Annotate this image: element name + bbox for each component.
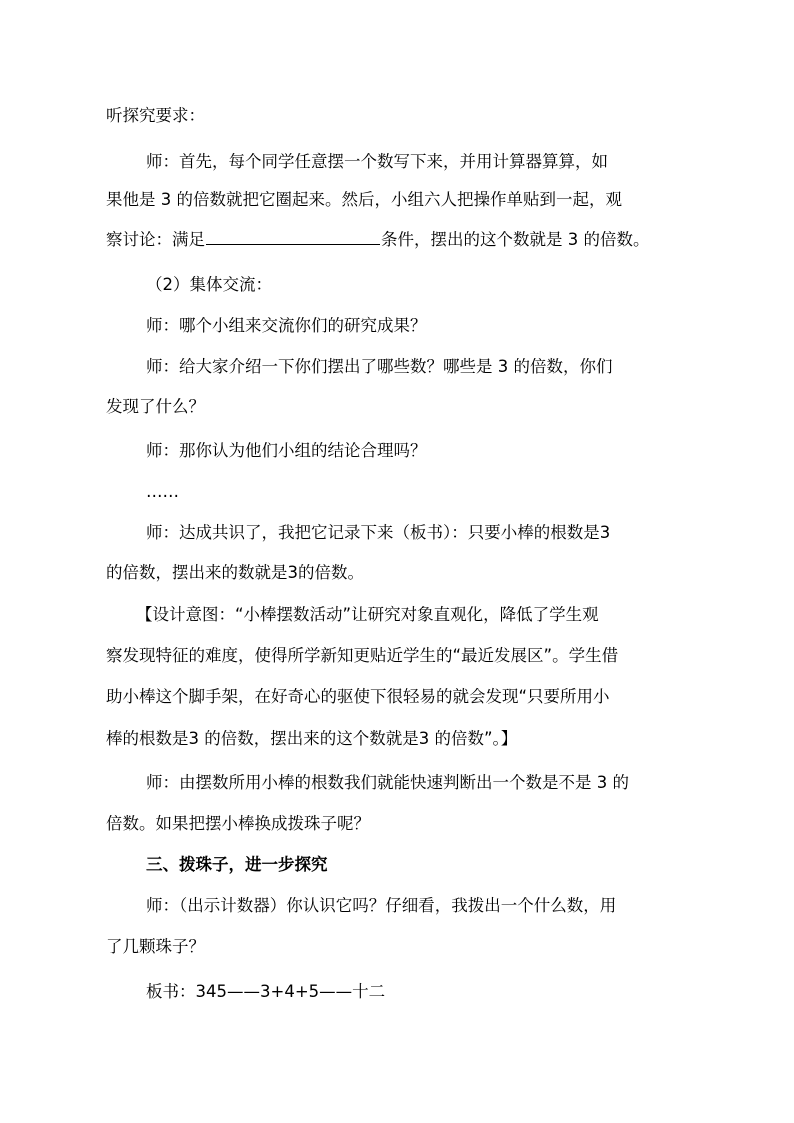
text-line: 师：由摆数所用小棒的根数我们就能快速判断出一个数是不是 3 的 [146,773,629,792]
text-line: 师：那你认为他们小组的结论合理吗？ [146,441,427,460]
fill-in-blank [206,228,380,245]
text-line: 察发现特征的难度，使得所学新知更贴近学生的“最近发展区”。学生借 [106,646,619,665]
text-segment: 察讨论：满足 [106,230,205,249]
text-line: 师：哪个小组来交流你们的研究成果？ [146,316,427,335]
text-line: 了几颗珠子？ [106,937,205,956]
text-line: 果他是 3 的倍数就把它圈起来。然后，小组六人把操作单贴到一起，观 [106,190,622,209]
text-line: 师：达成共识了，我把它记录下来（板书）：只要小棒的根数是3 [146,523,611,542]
text-segment: 条件，摆出的这个数就是 3 的倍数。 [381,230,650,249]
text-line: 发现了什么？ [106,397,205,416]
text-line: 棒的根数是3 的倍数，摆出来的这个数就是3 的倍数”。】 [106,729,518,748]
text-line: 的倍数，摆出来的数就是3的倍数。 [106,563,364,582]
text-line: 板书：345——3+4+5——十二 [146,982,386,1001]
text-line: 师：首先，每个同学任意摆一个数写下来，并用计算器算算，如 [146,152,608,171]
text-line: 助小棒这个脚手架，在好奇心的驱使下很轻易的就会发现“只要所用小 [106,687,610,706]
section-heading: 三、拨珠子，进一步探究 [146,855,328,874]
text-line: 【设计意图：“小棒摆数活动”让研究对象直观化，降低了学生观 [136,605,599,624]
text-line: （2）集体交流： [146,275,272,294]
text-line: 师：给大家介绍一下你们摆出了哪些数？哪些是 3 的倍数，你们 [146,357,613,376]
text-line-with-blank [106,228,650,250]
text-line: 师：（出示计数器）你认识它吗？仔细看，我拨出一个什么数，用 [146,896,617,915]
text-line: 听探究要求： [106,106,205,125]
text-line: 倍数。如果把摆小棒换成拨珠子呢？ [106,814,370,833]
text-line: …… [146,482,179,501]
